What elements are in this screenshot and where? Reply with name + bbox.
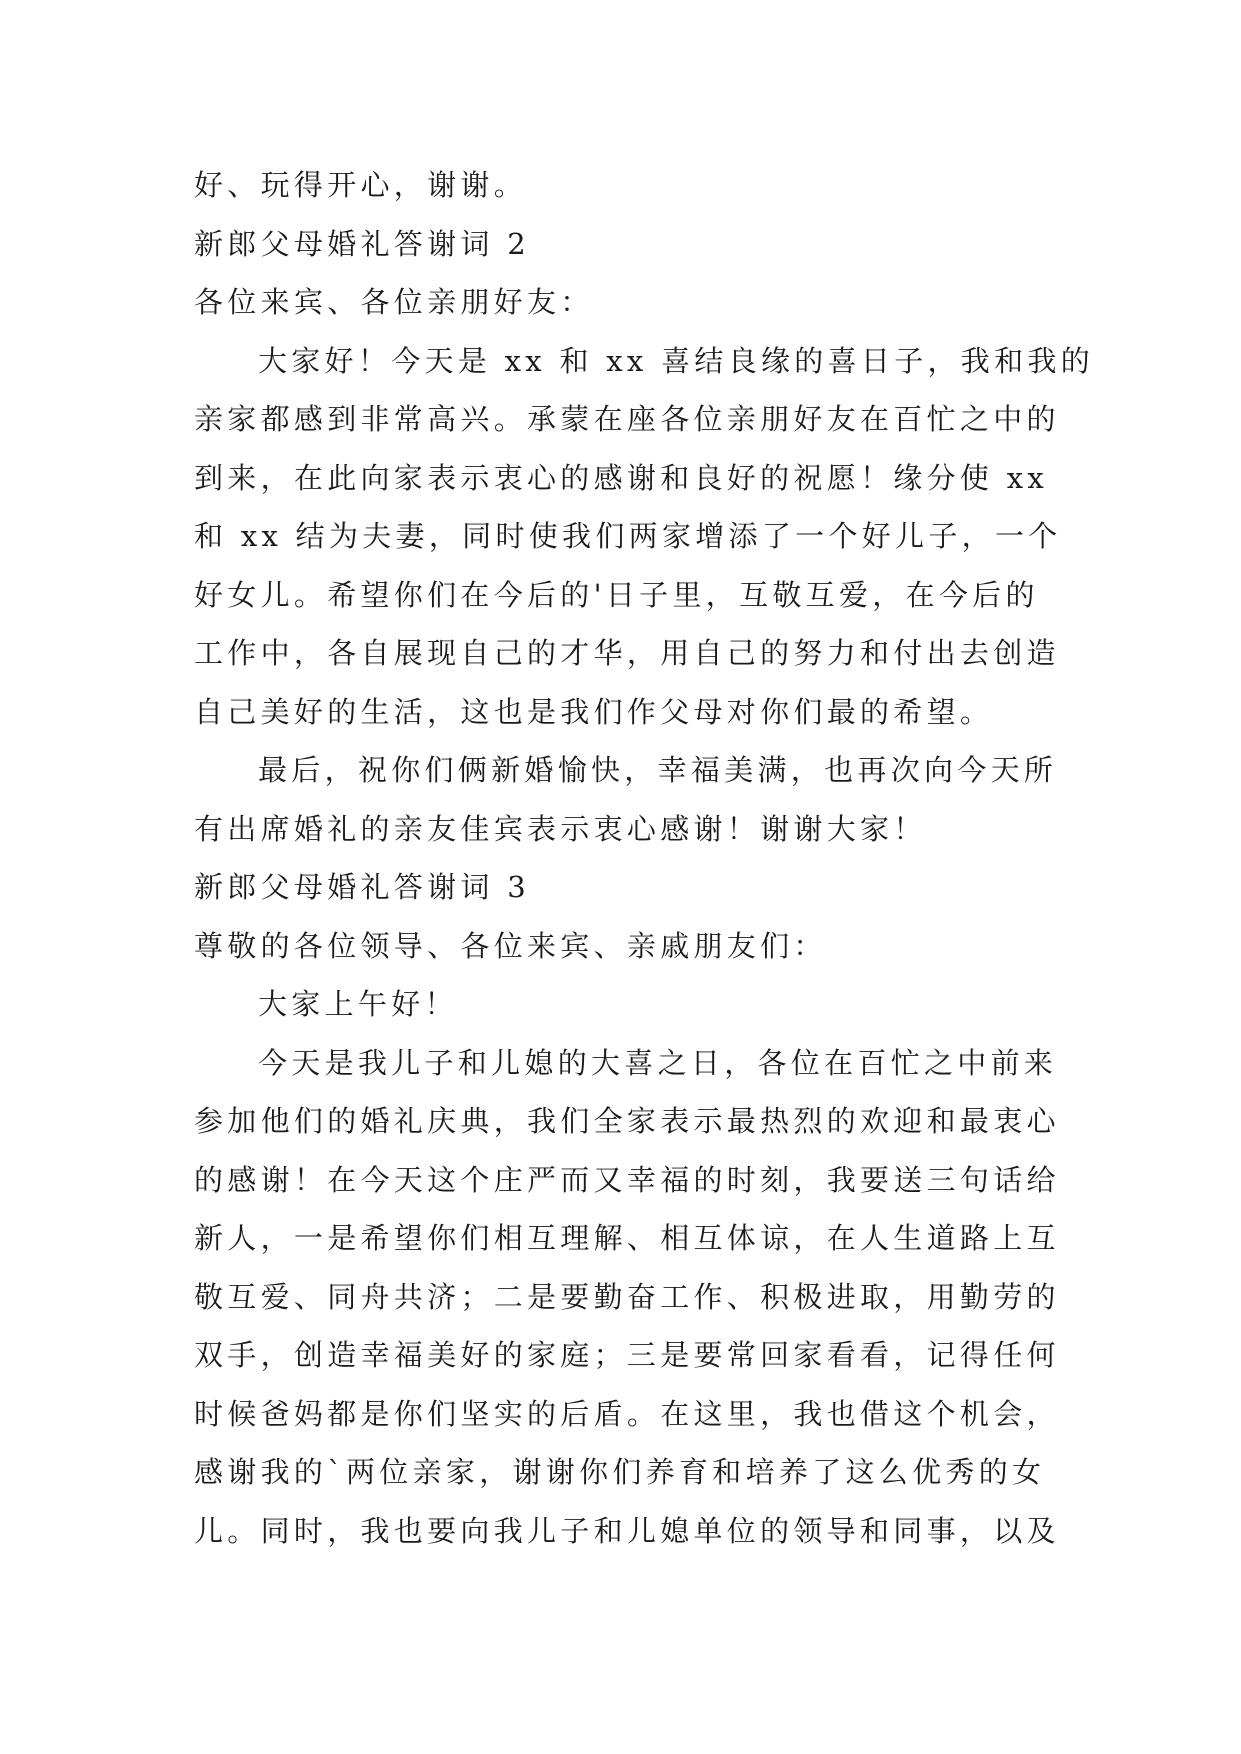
text-line: 到来，在此向家表示衷心的感谢和良好的祝愿！缘分使 xx <box>194 460 1049 495</box>
salutation: 各位来宾、各位亲朋好友： <box>194 285 594 319</box>
document-body <box>194 156 1094 1560</box>
text-line: 儿。同时，我也要向我儿子和儿媳单位的领导和同事，以及 <box>194 1513 1060 1548</box>
text-line: 好女儿。希望你们在今后的'日子里，互敬互爱，在今后的 <box>194 577 1039 612</box>
text-line: 工作中，各自展现自己的才华，用自己的努力和付出去创造 <box>194 636 1060 670</box>
text-line: 的感谢！在今天这个庄严而又幸福的时刻，我要送三句话给 <box>194 1162 1060 1197</box>
salutation: 尊敬的各位领导、各位来宾、亲戚朋友们： <box>194 928 827 963</box>
text-line: 新人，一是希望你们相互理解、相互体谅，在人生道路上互 <box>194 1221 1060 1255</box>
text-line: 和 xx 结为夫妻，同时使我们两家增添了一个好儿子，一个 <box>194 519 1062 553</box>
text-line: 大家好！今天是 xx 和 xx 喜结良缘的喜日子，我和我的 <box>258 343 1094 378</box>
greeting: 大家上午好！ <box>258 987 458 1021</box>
text-line: 敬互爱、同舟共济；二是要勤奋工作、积极进取，用勤劳的 <box>194 1279 1060 1314</box>
text-line: 今天是我儿子和儿媳的大喜之日，各位在百忙之中前来 <box>258 1045 1058 1080</box>
text-line: 最后，祝你们俩新婚愉快，幸福美满，也再次向今天所 <box>258 753 1058 787</box>
text-line: 感谢我的`两位亲家，谢谢你们养育和培养了这么优秀的女 <box>194 1455 1046 1489</box>
text-line: 自己美好的生活，这也是我们作父母对你们最的希望。 <box>194 694 994 729</box>
section-heading: 新郎父母婚礼答谢词 2 <box>194 226 530 261</box>
text-line: 有出席婚礼的亲友佳宾表示衷心感谢！谢谢大家！ <box>194 811 927 846</box>
text-line: 参加他们的婚礼庆典，我们全家表示最热烈的欢迎和最衷心 <box>194 1104 1060 1138</box>
text-line: 时候爸妈都是你们坚实的后盾。在这里，我也借这个机会， <box>194 1396 1060 1431</box>
text-line: 好、玩得开心，谢谢。 <box>194 168 528 202</box>
text-line: 亲家都感到非常高兴。承蒙在座各位亲朋好友在百忙之中的 <box>194 402 1060 436</box>
section-heading: 新郎父母婚礼答谢词 3 <box>194 870 530 904</box>
text-line: 双手，创造幸福美好的家庭；三是要常回家看看，记得任何 <box>194 1338 1060 1372</box>
